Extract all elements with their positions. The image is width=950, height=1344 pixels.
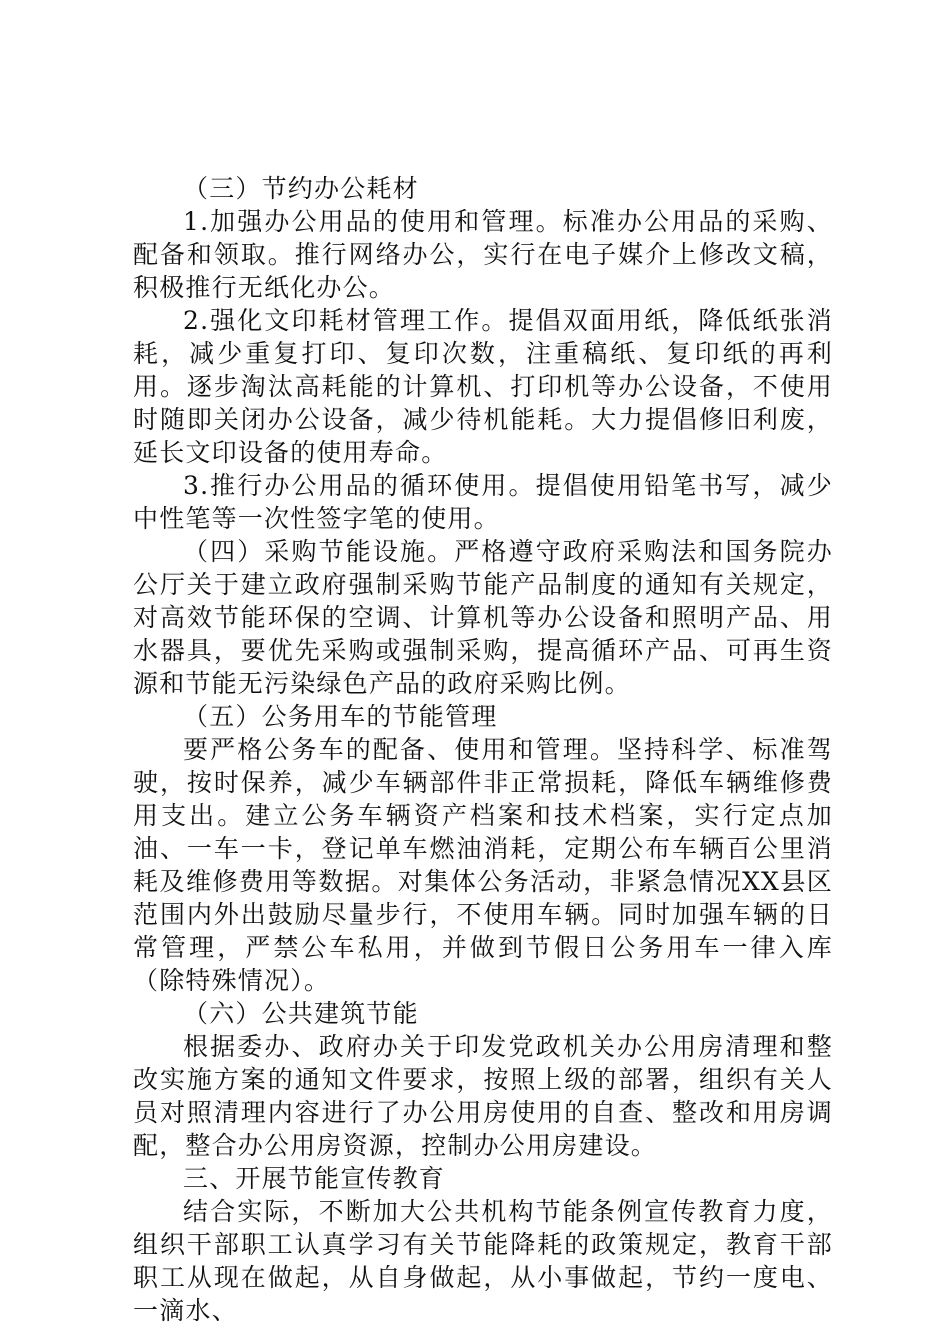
section-heading-office-supplies: （三）节约办公耗材 <box>183 174 419 203</box>
section-heading-building-energy: （六）公共建筑节能 <box>183 999 419 1028</box>
section-heading-vehicle-management: （五）公务用车的节能管理 <box>183 702 498 731</box>
section-heading-publicity-education: 三、开展节能宣传教育 <box>183 1164 446 1193</box>
paragraph-printing-consumables: 2.强化文印耗材管理工作。提倡双面用纸，降低纸张消耗，减少重复打印、复印次数，注重稿纸、复印纸的再利用。逐步淘汰高耗能的计算机、打印机等办公设备，不使用时随即关闭办公设备，减少待机能耗。大力提倡修旧利废，延长文印设备的使用寿命。 <box>133 306 833 467</box>
paragraph-office-supplies-management: 1.加强办公用品的使用和管理。标准办公用品的采购、配备和领取。推行网络办公，实行在电子媒介上修改文稿，积极推行无纸化办公。 <box>133 207 833 302</box>
paragraph-recycling-office-supplies: 3.推行办公用品的循环使用。提倡使用铅笔书写，减少中性笔等一次性签字笔的使用。 <box>133 471 833 533</box>
document-body <box>133 172 833 1327</box>
paragraph-vehicle-management: 要严格公务车的配备、使用和管理。坚持科学、标准驾驶，按时保养，减少车辆部件非正常损耗，降低车辆维修费用支出。建立公务车辆资产档案和技术档案，实行定点加油、一车一卡，登记单车燃油消耗，定期公布车辆百公里消耗及维修费用等数据。对集体公务活动，非紧急情况XX县区范围内外出鼓励尽量步行，不使用车辆。同时加强车辆的日常管理，严禁公车私用，并做到节假日公务用车一律入库（除特殊情况）。 <box>133 735 833 995</box>
paragraph-energy-procurement: （四）采购节能设施。严格遵守政府采购法和国务院办公厅关于建立政府强制采购节能产品制度的通知有关规定，对高效节能环保的空调、计算机等办公设备和照明产品、用水器具，要优先采购或强制采购，提高循环产品、可再生资源和节能无污染绿色产品的政府采购比例。 <box>133 537 833 698</box>
paragraph-building-energy: 根据委办、政府办关于印发党政机关办公用房清理和整改实施方案的通知文件要求，按照上级的部署，组织有关人员对照清理内容进行了办公用房使用的自查、整改和用房调配，整合办公用房资源，控制办公用房建设。 <box>133 1032 833 1160</box>
paragraph-publicity-education: 结合实际，不断加大公共机构节能条例宣传教育力度，组织干部职工认真学习有关节能降耗的政策规定，教育干部职工从现在做起，从自身做起，从小事做起，节约一度电、一滴水、 <box>133 1197 833 1325</box>
